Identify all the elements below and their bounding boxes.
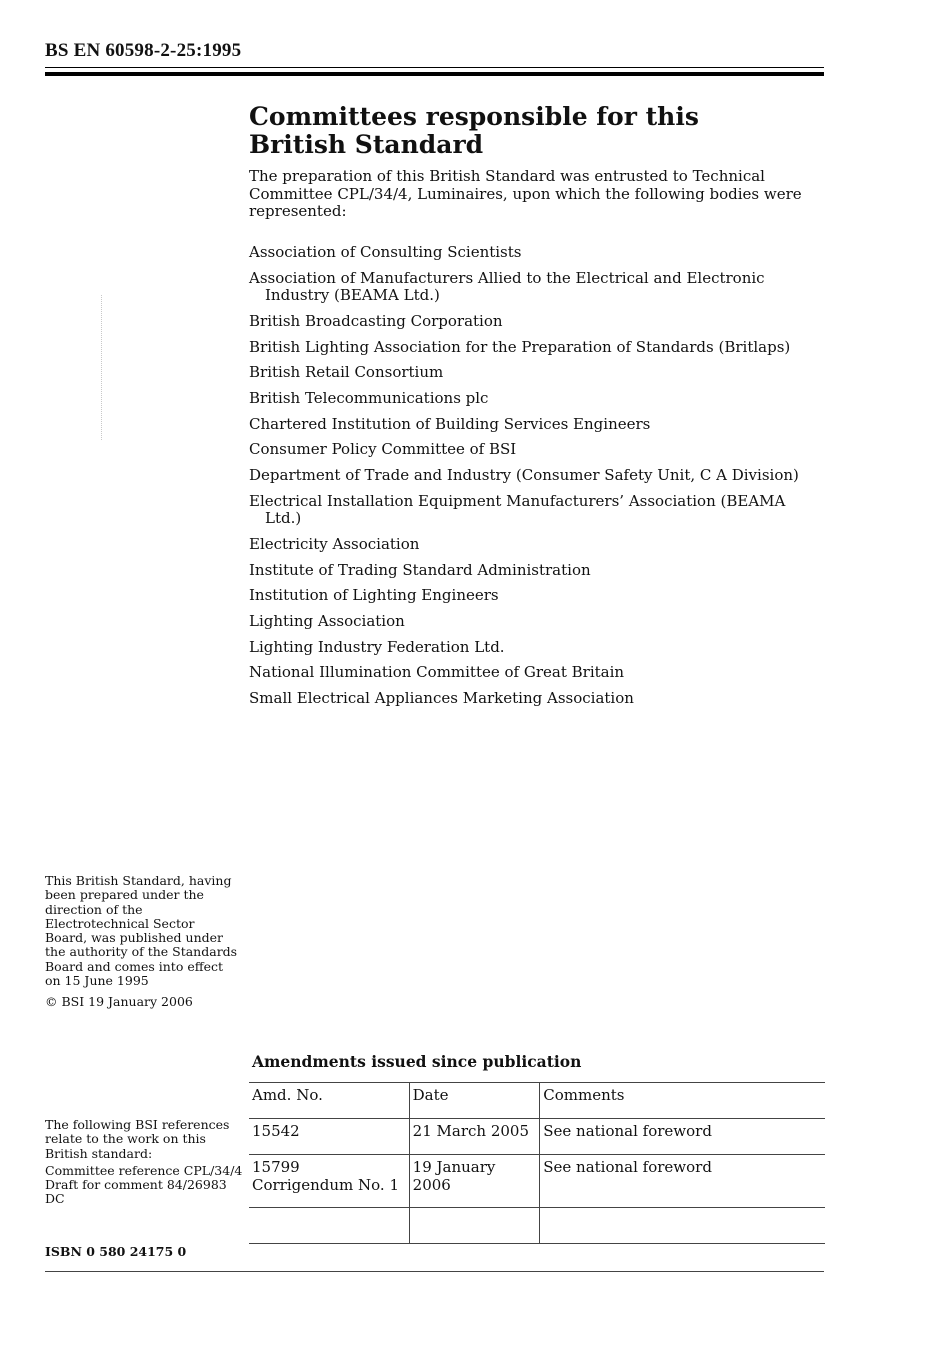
list-item: Consumer Policy Committee of BSI xyxy=(249,440,517,459)
list-item: British Retail Consortium xyxy=(249,363,444,382)
comments-cell: See national foreword xyxy=(540,1155,825,1208)
list-item: Electricity Association xyxy=(249,534,420,553)
committees-heading xyxy=(249,103,809,159)
comments-cell: See national foreword xyxy=(540,1119,825,1155)
list-item: Association of Manufacturers Allied to the Electrical and Electronic Industry (BEAMA Ltd.) xyxy=(249,268,765,305)
list-item: Electrical Installation Equipment Manufacturers’ Association (BEAMA Ltd.) xyxy=(249,491,786,528)
amd-no-cell xyxy=(249,1155,409,1208)
header-amd-no: Amd. No. xyxy=(249,1083,409,1119)
publication-note: This British Standard, having been prepared under the direction of the Electrotechnical Sector Board, was published under the authority of the Standards Board and comes into effect on 15 June 1995 xyxy=(45,873,238,989)
heading-line-2: British Standard xyxy=(249,130,484,159)
committee-reference: Committee reference CPL/34/4 xyxy=(45,1162,243,1178)
list-item: National Illumination Committee of Great Britain xyxy=(249,663,625,682)
margin-watermark-marks xyxy=(101,295,105,440)
amendments-table xyxy=(249,1082,825,1244)
represented-bodies-list xyxy=(249,244,824,716)
list-item: Institution of Lighting Engineers xyxy=(249,586,499,605)
list-item: Small Electrical Appliances Marketing Association xyxy=(249,689,634,707)
date-cell: 21 March 2005 xyxy=(409,1119,540,1155)
table-header-row xyxy=(249,1083,825,1119)
empty-cell xyxy=(540,1208,825,1244)
list-item: British Telecommunications plc xyxy=(249,388,489,407)
list-item: Institute of Trading Standard Administration xyxy=(249,560,591,579)
header-date: Date xyxy=(409,1083,540,1119)
table-row xyxy=(249,1155,825,1208)
date-cell: 19 January 2006 xyxy=(409,1155,540,1208)
empty-cell xyxy=(249,1208,409,1244)
list-item: Lighting Industry Federation Ltd. xyxy=(249,637,505,656)
committees-intro: The preparation of this British Standard was entrusted to Technical Committee CPL/34/4, Luminaires, upon which the following bodies were represented: xyxy=(249,167,802,220)
list-item: Department of Trade and Industry (Consumer Safety Unit, C A Division) xyxy=(249,466,799,484)
amd-no-value: 15799 xyxy=(252,1158,300,1176)
header-comments: Comments xyxy=(540,1083,825,1119)
bsi-references xyxy=(45,1118,245,1207)
document-id: BS EN 60598-2-25:1995 xyxy=(45,40,242,61)
list-item: British Lighting Association for the Preparation of Standards (Britlaps) xyxy=(249,337,791,356)
draft-reference: Draft for comment 84/26983 DC xyxy=(45,1177,227,1207)
amd-no-value: 15542 xyxy=(252,1122,300,1140)
header-rule-thick xyxy=(45,72,824,76)
heading-line-1: Committees responsible for this xyxy=(249,102,699,131)
isbn-number: ISBN 0 580 24175 0 xyxy=(45,1244,187,1259)
header-rule-thin xyxy=(45,67,824,68)
amendments-title: Amendments issued since publication xyxy=(252,1052,582,1071)
empty-cell xyxy=(409,1208,540,1244)
list-item: Chartered Institution of Building Services Engineers xyxy=(249,414,651,433)
list-item: Association of Consulting Scientists xyxy=(249,243,522,261)
references-intro: The following BSI references relate to the work on this British standard: xyxy=(45,1117,230,1161)
copyright-notice: © BSI 19 January 2006 xyxy=(45,994,193,1009)
footer-rule xyxy=(45,1271,824,1272)
list-item: British Broadcasting Corporation xyxy=(249,311,503,330)
amd-no-detail: Corrigendum No. 1 xyxy=(252,1175,400,1194)
list-item: Lighting Association xyxy=(249,611,405,630)
table-row-empty xyxy=(249,1208,825,1244)
table-row xyxy=(249,1119,825,1155)
amd-no-cell xyxy=(249,1119,409,1155)
